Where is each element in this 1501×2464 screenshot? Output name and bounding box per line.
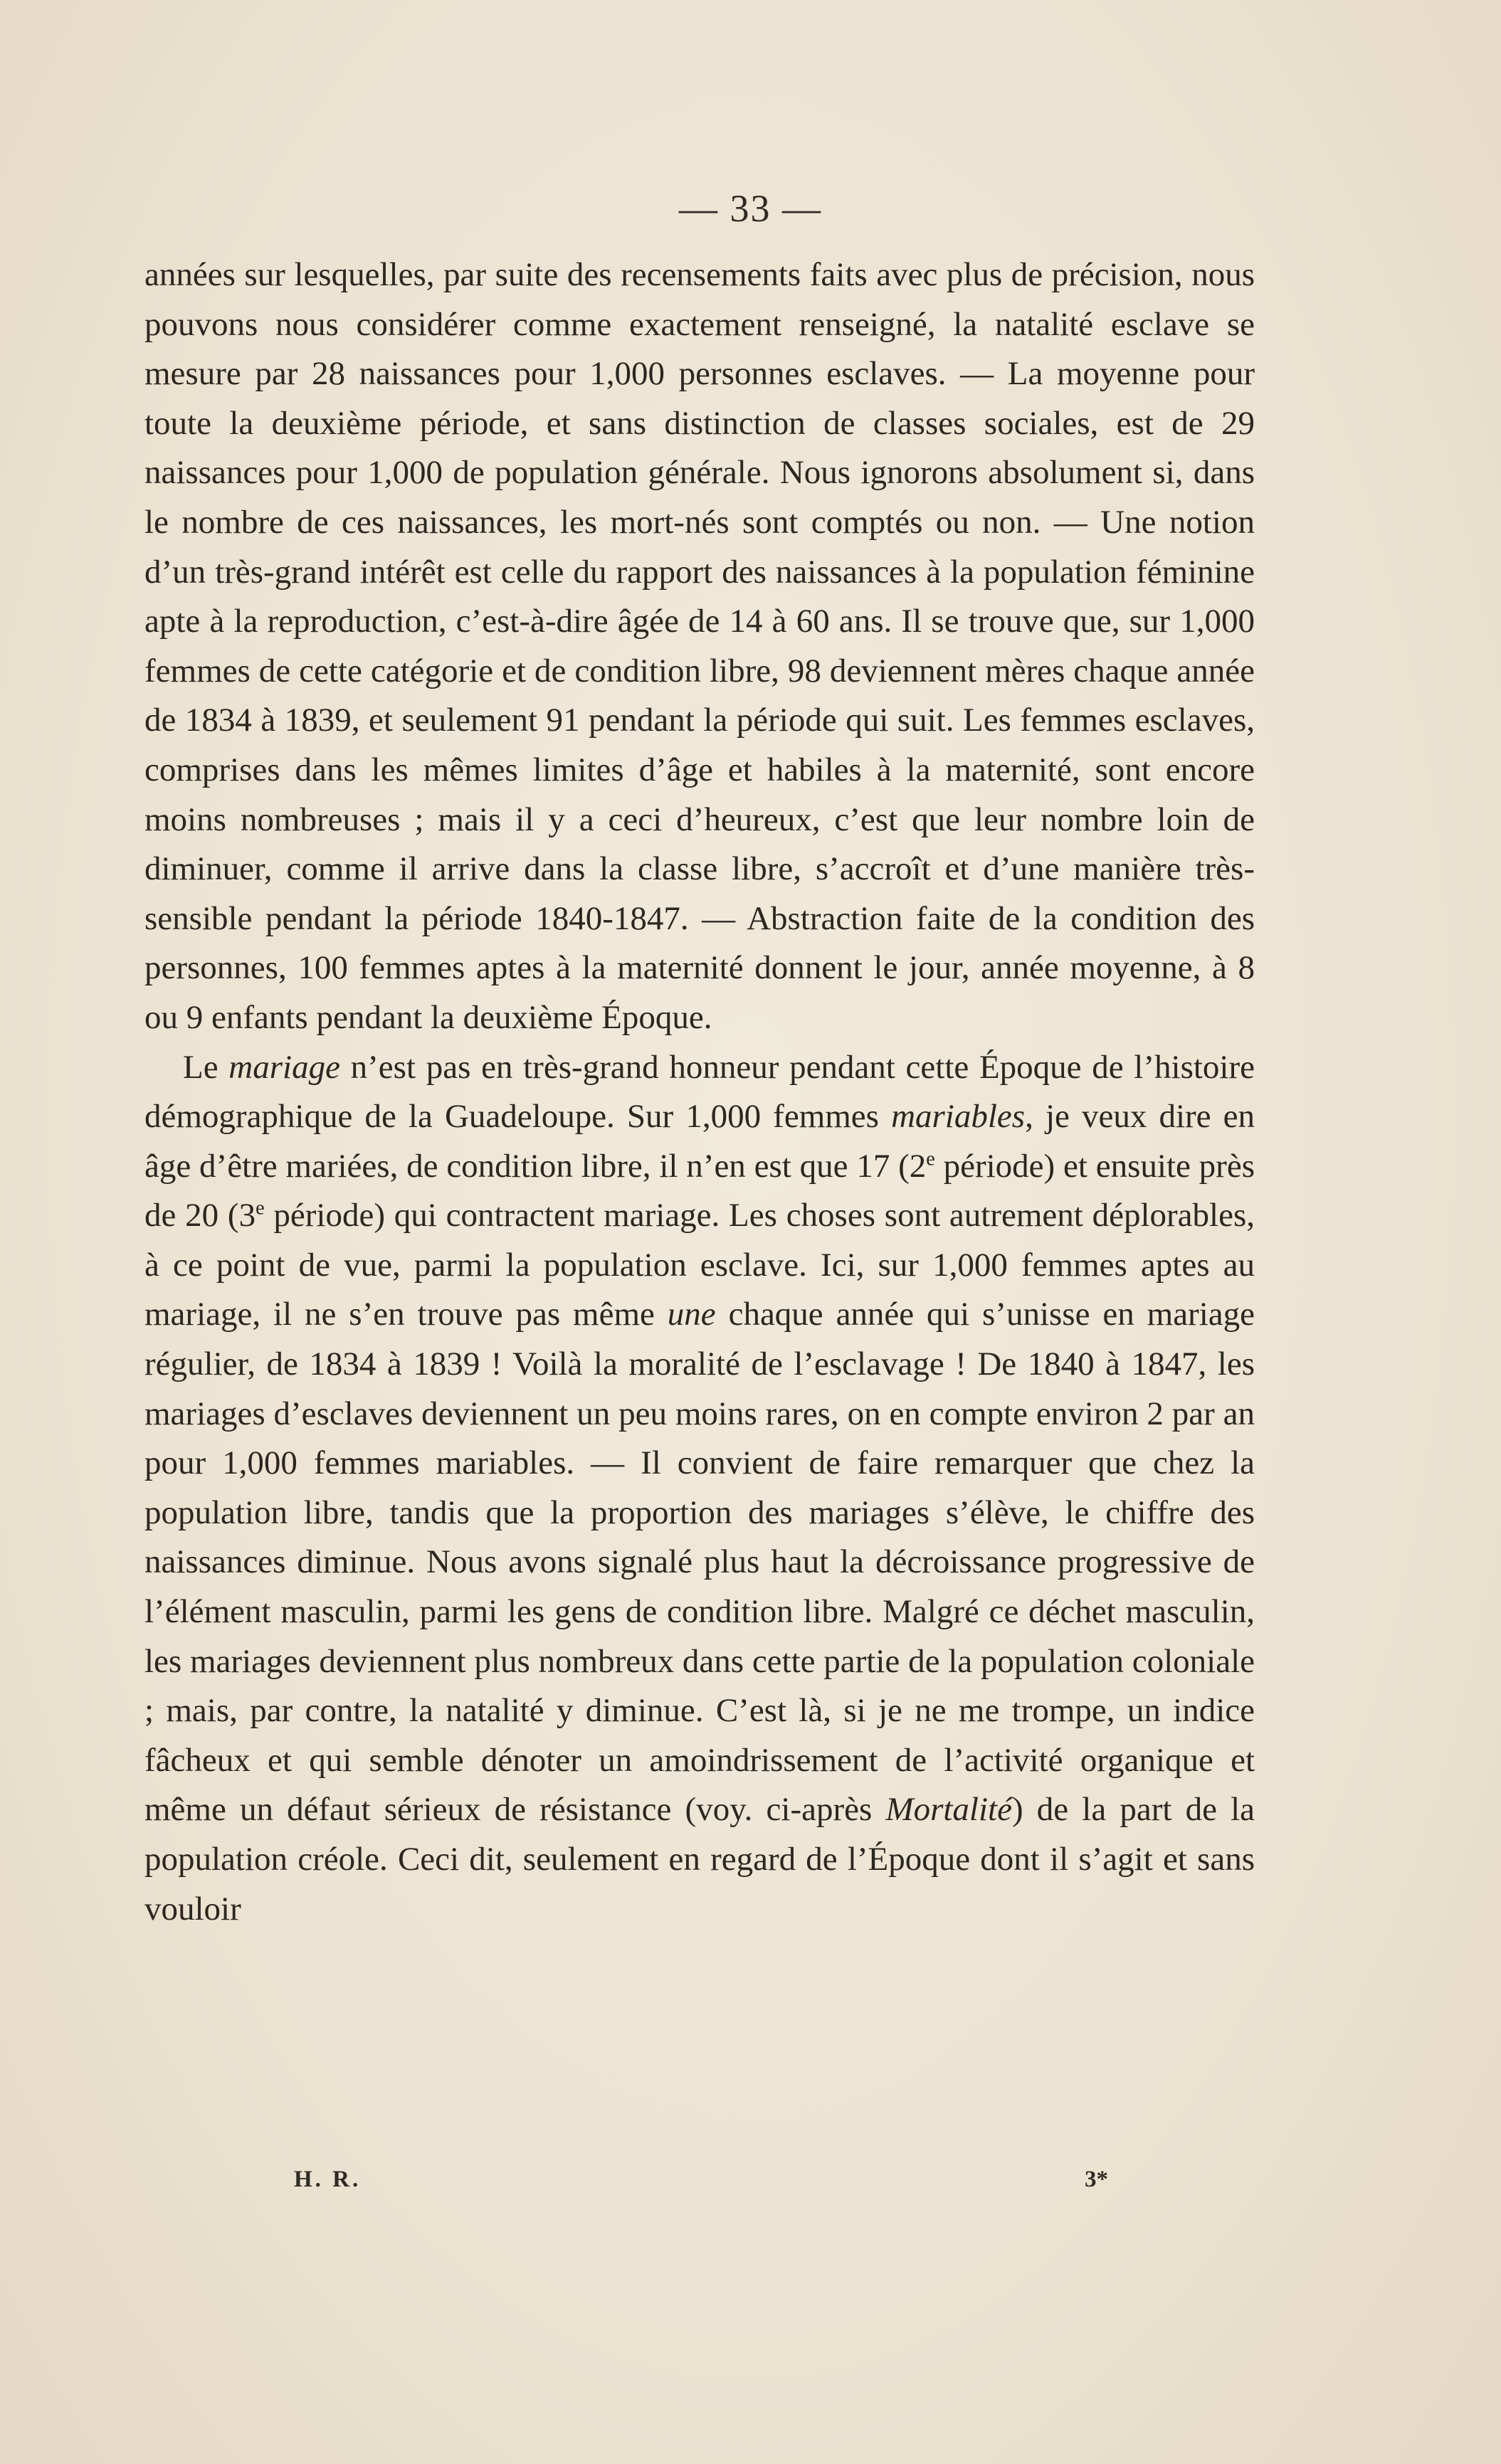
italic-term-mariage: mariage <box>228 1048 340 1086</box>
paragraph-natalite-text: années sur lesquelles, par suite des recensements faits avec plus de précision, nous pouvons nous considérer comme exactement renseigné, la natalité esclave se mesure par 28 naissances pour 1,000 personnes esclaves. — La moyenne pour toute la deuxième période, et sans distinction de classes sociales, est de 29 naissances pour 1,000 de population générale. Nous ignorons absolument si, dans le nombre de ces naissances, les mort-nés sont comptés ou non. — Une notion d’un très-grand intérêt est celle du rapport des naissances à la population féminine apte à la reproduction, c’est-à-dire âgée de 14 à 60 ans. Il se trouve que, sur 1,000 femmes de cette catégorie et de condition libre, 98 deviennent mères chaque année de 1834 à 1839, et seulement 91 pendant la période qui suit. Les femmes esclaves, comprises dans les mêmes limites d’âge et habiles à la maternité, sont encore moins nombreuses ; mais il y a ceci d’heureux, c’est que leur nombre loin de diminuer, comme il arrive dans la classe libre, s’accroît et d’une manière très-sensible pendant la période 1840-1847. — Abstraction faite de la condition des personnes, 100 femmes aptes à la maternité donnent le jour, année moyenne, à 8 ou 9 enfants pendant la deuxième Époque. <box>144 256 1255 1036</box>
text-run: ) de la part de la population créole. Ceci dit, seulement en regard de l’Époque dont il s’agit et sans vouloir <box>144 1791 1255 1928</box>
footer-sheet-mark: 3* <box>1085 2167 1108 2192</box>
superscript-ordinal: e <box>256 1197 265 1220</box>
footer-signature: H. R. <box>294 2167 362 2192</box>
page-number: — 33 — <box>679 187 822 230</box>
text-run: période) et ensuite près de 20 (3 <box>144 1147 1255 1234</box>
paragraph-mariage <box>144 1043 1255 1935</box>
text-run: n’est pas en très-grand honneur pendant cette Époque de l’histoire démographique de la Guadeloupe. Sur 1,000 femmes <box>144 1048 1255 1136</box>
superscript-ordinal: e <box>926 1148 935 1170</box>
body-text <box>144 250 1255 1934</box>
text-run: période) qui contractent mariage. Les choses sont autrement déplorables, à ce point de vue, parmi la population esclave. Ici, sur 1,000 femmes aptes au mariage, il ne s’en trouve pas même <box>144 1197 1255 1333</box>
italic-term-mariables: mariables <box>891 1098 1026 1136</box>
text-run: chaque année qui s’unisse en mariage régulier, de 1834 à 1839 ! Voilà la moralité de l’esclavage ! De 1840 à 1847, les mariages d’esclaves deviennent un peu moins rares, on en compte environ 2 par an pour 1,000 femmes mariables. — Il convient de faire remarquer que chez la population libre, tandis que la proportion des mariages s’élève, le chiffre des naissances diminue. Nous avons signalé plus haut la décroissance progressive de l’élément masculin, parmi les gens de condition libre. Malgré ce déchet masculin, les mariages deviennent plus nombreux dans cette partie de la population coloniale ; mais, par contre, la natalité y diminue. C’est là, si je ne me trompe, un indice fâcheux et qui semble dénoter un amoindrissement de l’activité organique et même un défaut sérieux de résistance (voy. ci-après <box>144 1296 1255 1829</box>
italic-term-une: une <box>667 1296 716 1333</box>
text-run: , je veux dire en âge d’être mariées, de condition libre, il n’en est que 17 (2 <box>144 1098 1255 1185</box>
text-run: Le <box>183 1048 229 1086</box>
italic-term-mortalite: Mortalité <box>885 1791 1012 1829</box>
paragraph-natalite <box>144 250 1255 1043</box>
